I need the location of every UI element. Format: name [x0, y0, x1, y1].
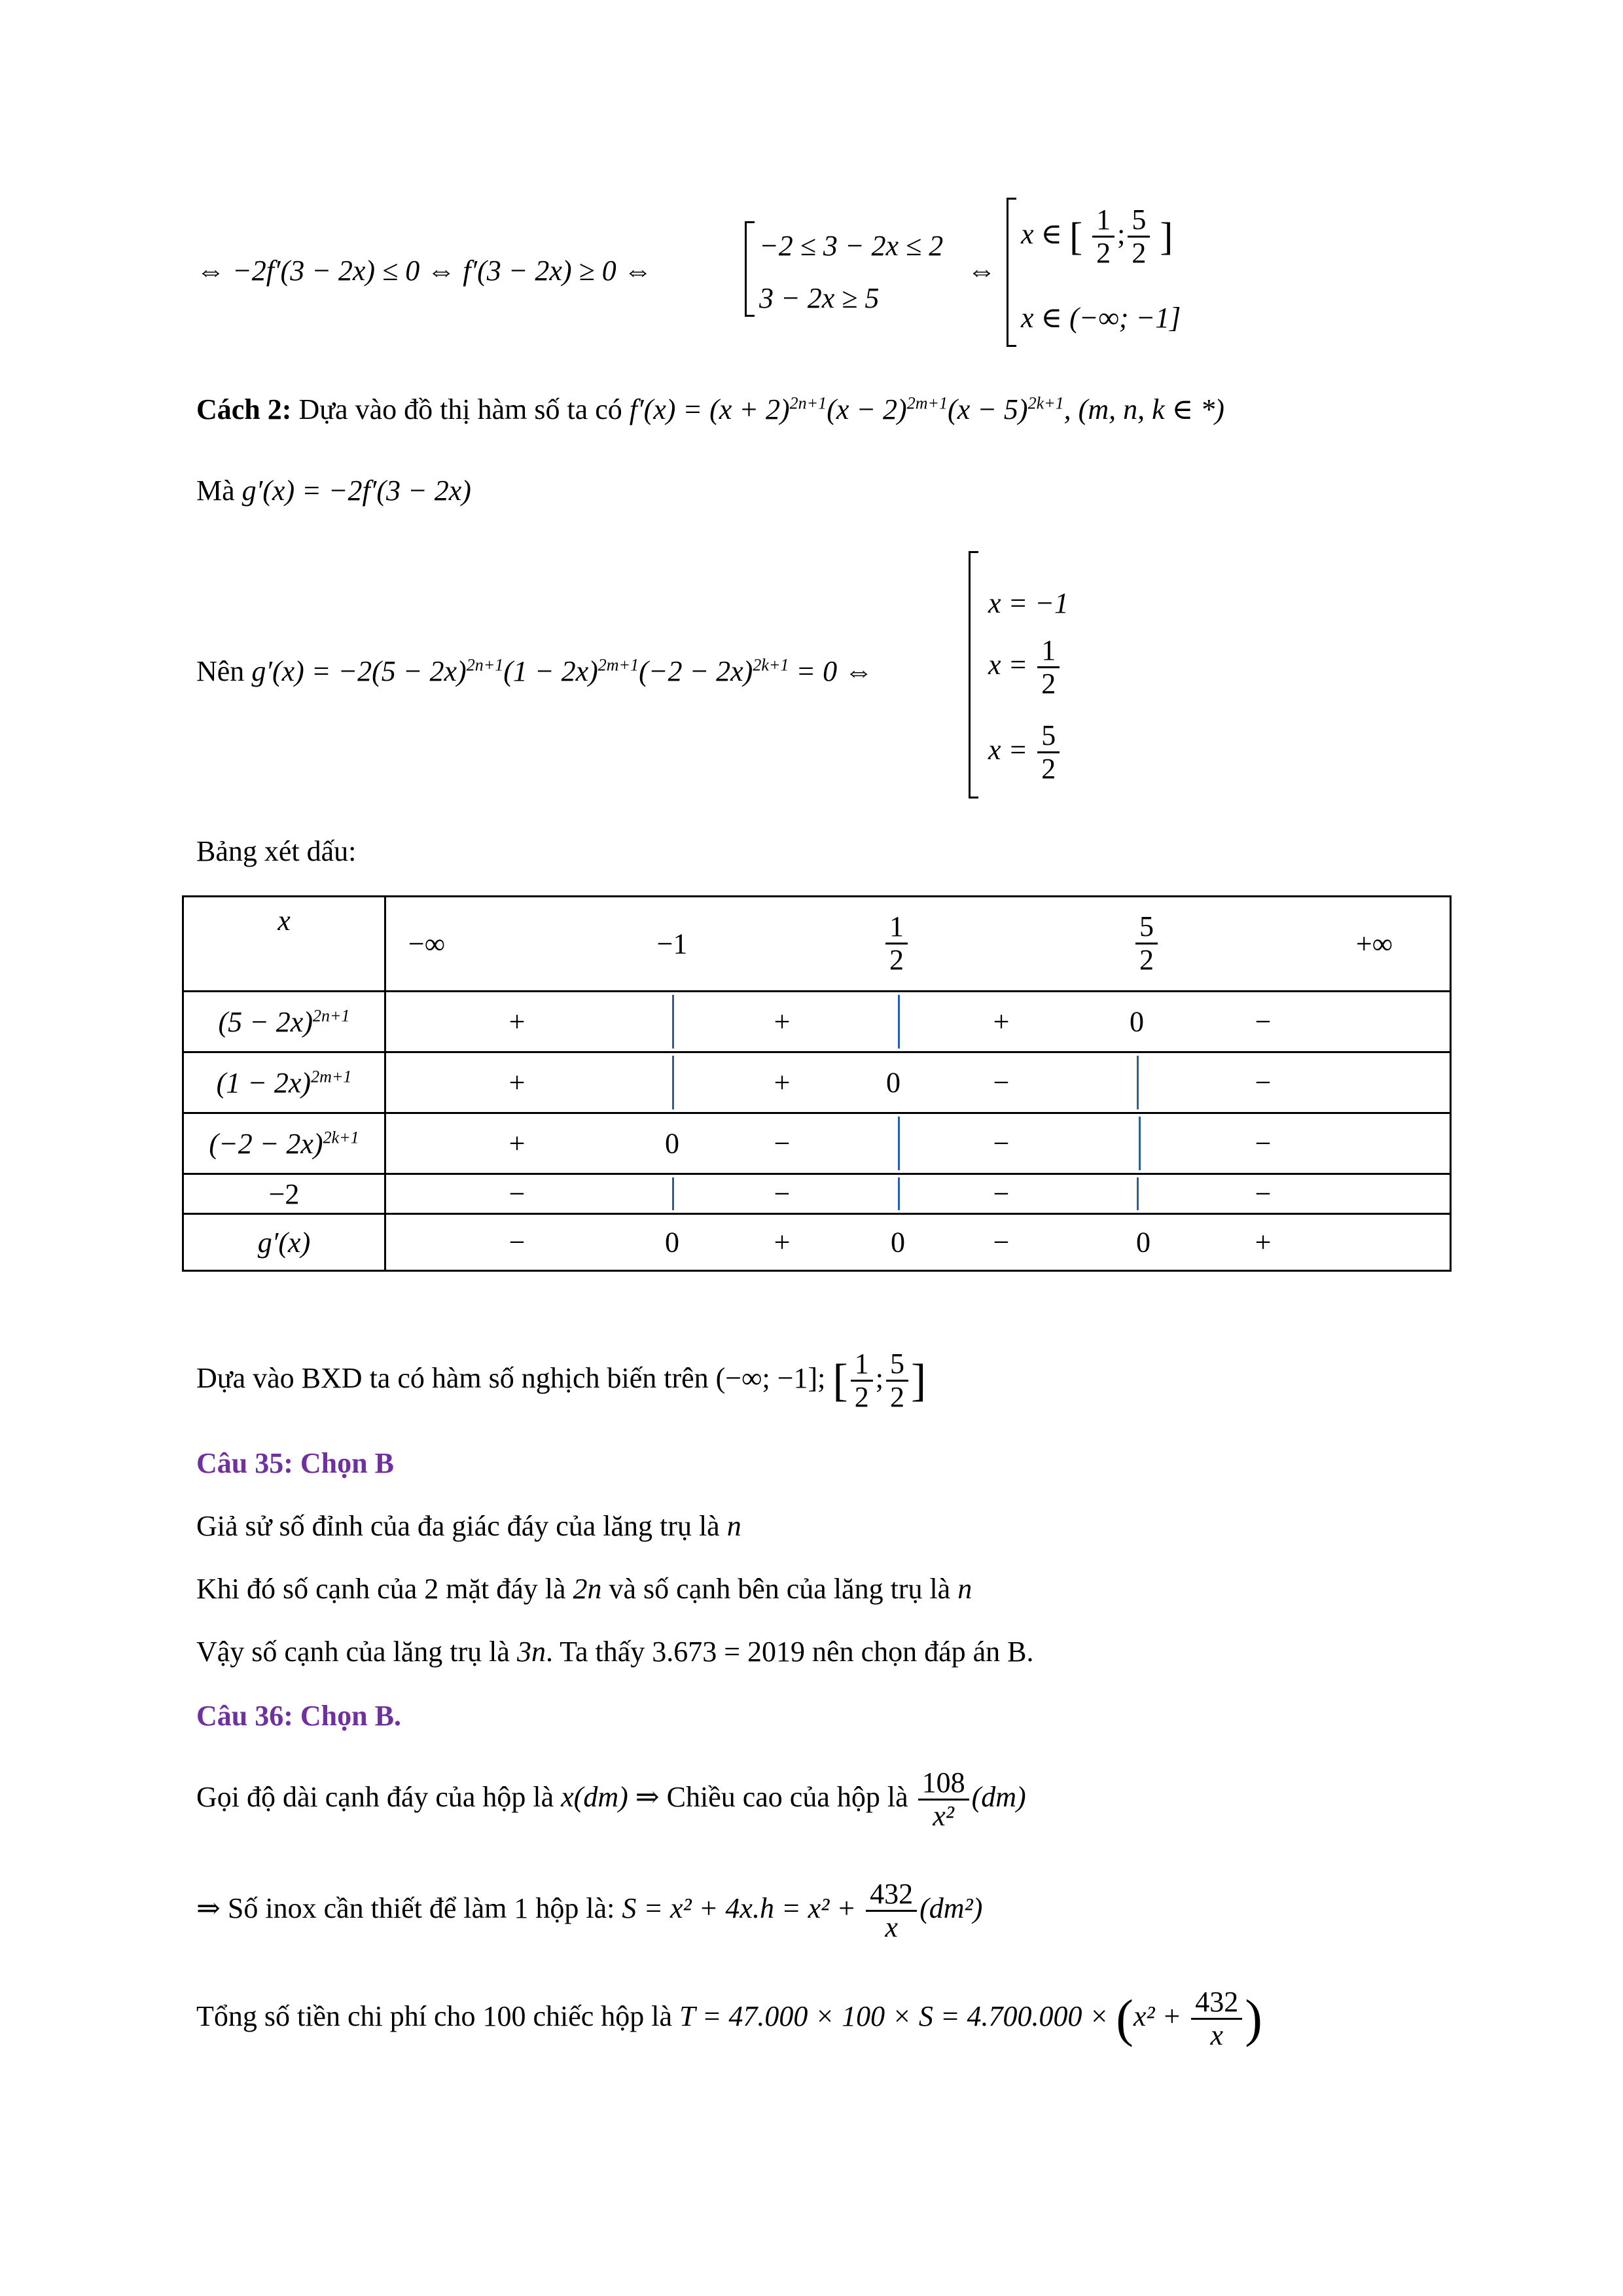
sign: +	[1255, 1226, 1272, 1259]
sign: −	[774, 1177, 791, 1210]
row-exponent: 2m+1	[311, 1066, 352, 1086]
case-2: 3 − 2x ≥ 5	[759, 282, 880, 314]
frac-den: 2	[889, 1381, 904, 1414]
row-label: −2	[268, 1177, 300, 1210]
sign: 0	[1136, 1226, 1150, 1259]
divider	[1139, 1117, 1141, 1170]
row-g-derivative	[386, 1215, 1450, 1270]
row-exponent: 2k+1	[323, 1127, 359, 1147]
result-2: x ∈ (−∞; −1]	[1021, 302, 1181, 334]
text: . Ta thấy 3.673 = 2019 nên chọn đáp án B.	[545, 1636, 1034, 1668]
sign: +	[508, 1005, 526, 1038]
formula: T = 47.000 × 100 × S = 4.700.000 ×	[679, 2000, 1109, 2032]
frac-num: 5	[1135, 911, 1158, 944]
frac-num: 108	[918, 1767, 969, 1801]
case-bracket	[745, 221, 755, 317]
question-35-heading: Câu 35: Chọn B	[196, 1447, 394, 1479]
sign: +	[774, 1066, 791, 1099]
x-label: x	[277, 905, 291, 937]
frac-num: 1	[885, 911, 908, 944]
root-3	[988, 720, 1062, 785]
equivalence-expression: ⇔ −2f′(3 − 2x) ≤ 0 ⇔ f′(3 − 2x) ≥ 0 ⇔	[196, 255, 652, 287]
sign: −	[993, 1177, 1010, 1210]
result-1: x ∈ [ $\frac{1}{2}$ ; $\frac{5}{2}$ ]	[1021, 204, 1173, 270]
sign: +	[993, 1005, 1010, 1038]
sign: −	[1255, 1127, 1272, 1160]
method-2-text: Dựa vào đồ thị hàm số ta có	[298, 393, 622, 425]
row-exponent: 2n+1	[312, 1005, 350, 1025]
variable: 3n	[516, 1636, 546, 1668]
row-label: g′(x)	[257, 1226, 311, 1259]
sign: −	[508, 1226, 526, 1259]
root-1: x = −1	[988, 587, 1069, 619]
exponent: 2m+1	[906, 393, 948, 413]
frac-num: 432	[866, 1878, 917, 1912]
divider	[1137, 1177, 1139, 1210]
q35-line-2	[196, 1572, 972, 1605]
frac-num: 1	[1037, 635, 1060, 668]
arrow: ⇒	[196, 1892, 221, 1924]
row-neg2-minus-2x	[386, 1114, 1450, 1173]
roots-bracket	[969, 551, 978, 798]
frac-den: 2	[854, 1381, 869, 1414]
frac-num: 1	[1092, 204, 1115, 238]
sign: −	[1255, 1066, 1272, 1099]
sign: −	[993, 1066, 1010, 1099]
variable: n	[726, 1510, 741, 1542]
frac-den: x²	[933, 1800, 954, 1833]
sign-table-title: Bảng xét dấu:	[196, 835, 357, 867]
divider	[1137, 1056, 1139, 1109]
unit: (dm)	[971, 1780, 1026, 1813]
formula-part: (1 − 2x)	[503, 655, 598, 687]
variable: x(dm) ⇒	[561, 1780, 660, 1813]
exponent: 2m+1	[597, 655, 639, 675]
interval-1: (−∞; −1];	[715, 1361, 826, 1394]
row-5-minus-2x	[386, 992, 1450, 1051]
row-label: (5 − 2x)	[218, 1005, 313, 1038]
text: Chiều cao của hộp là	[666, 1780, 908, 1813]
root-prefix: x =	[988, 733, 1028, 766]
formula: x² +	[1133, 2000, 1182, 2032]
method-2-line	[196, 393, 1224, 426]
arrow: ⇔	[967, 255, 996, 287]
sign: +	[774, 1005, 791, 1038]
frac-den: 2	[1096, 237, 1111, 270]
divider	[672, 995, 674, 1049]
case-1: −2 ≤ 3 − 2x ≤ 2	[759, 230, 944, 262]
sign: 0	[665, 1127, 679, 1160]
frac-den: 2	[1041, 668, 1056, 700]
question-36-heading: Câu 36: Chọn B.	[196, 1700, 401, 1732]
sign: +	[774, 1226, 791, 1259]
exponent: 2n+1	[466, 655, 504, 675]
row-constant	[386, 1175, 1450, 1213]
sign: −	[993, 1226, 1010, 1259]
sign: 0	[665, 1226, 679, 1259]
nen-line	[196, 655, 873, 688]
x-five-halves	[1133, 911, 1160, 977]
root-prefix: x =	[988, 648, 1028, 681]
frac-den: 2	[1041, 753, 1056, 785]
divider	[898, 1117, 900, 1170]
q35-line-1	[196, 1509, 741, 1543]
sign: 0	[1130, 1005, 1144, 1038]
frac-num: 5	[1037, 720, 1060, 753]
frac-num: 1	[851, 1348, 873, 1382]
exponent: 2n+1	[789, 393, 827, 413]
formula-part: (x − 2)	[827, 393, 907, 425]
x-minus-one: −1	[656, 927, 688, 960]
frac-den: x	[1210, 2019, 1224, 2052]
sign: −	[1255, 1005, 1272, 1038]
formula-part: , (m, n, k ∈ *)	[1063, 393, 1224, 425]
formula-part: f′(x) = (x + 2)	[629, 393, 790, 425]
result-bracket	[1007, 198, 1016, 347]
row-label: (1 − 2x)	[216, 1066, 312, 1099]
exponent: 2k+1	[1027, 393, 1064, 413]
sign-table	[182, 895, 1452, 1272]
equivalence-chain	[196, 254, 652, 287]
sign: −	[1255, 1177, 1272, 1210]
q36-line-2	[196, 1878, 982, 1944]
derivative-formula	[630, 393, 1224, 425]
formula-part: = 0 ⇔	[796, 655, 874, 687]
sign: −	[774, 1127, 791, 1160]
sign: 0	[886, 1066, 901, 1099]
row-label: (−2 − 2x)	[209, 1127, 323, 1160]
frac-num: 5	[1128, 204, 1150, 238]
x-neg-infinity: −∞	[408, 927, 446, 960]
sign: −	[508, 1177, 526, 1210]
result-1-prefix: x ∈	[1021, 217, 1063, 250]
root-2	[988, 635, 1062, 700]
text: Khi đó số cạnh của 2 mặt đáy là	[196, 1573, 566, 1605]
x-values-row	[386, 901, 1450, 987]
ma-line	[196, 474, 471, 507]
separator: ;	[1117, 217, 1126, 250]
conclusion-text: Dựa vào BXD ta có hàm số nghịch biến trên	[196, 1361, 709, 1394]
text: Vậy số cạnh của lăng trụ là	[196, 1636, 510, 1668]
g-derivative-def: g′(x) = −2f′(3 − 2x)	[241, 475, 471, 507]
q36-line-3: Tổng số tiền chi phí cho 100 chiếc hộp là T = 47.000 × 100 × S = 4.700.000 × (x² + $\frac{432}{x}$ )	[196, 1986, 1262, 2052]
frac-den: 2	[889, 944, 904, 977]
frac-den: x	[885, 1911, 898, 1944]
conclusion-line: Dựa vào BXD ta có hàm số nghịch biến trên (−∞; −1]; [ $\frac{1}{2}$ ; $\frac{5}{2}$ ]	[196, 1348, 927, 1414]
exponent: 2k+1	[753, 655, 789, 675]
divider	[898, 1177, 900, 1210]
text: và số cạnh bên của lăng trụ là	[609, 1573, 951, 1605]
text: Gọi độ dài cạnh đáy của hộp là	[196, 1780, 554, 1813]
formula-part: g′(x) = −2(5 − 2x)	[251, 655, 467, 687]
formula-part: (−2 − 2x)	[639, 655, 753, 687]
q36-line-1	[196, 1767, 1026, 1833]
formula-part: (x − 5)	[948, 393, 1028, 425]
unit: (dm²)	[919, 1892, 983, 1924]
text: Số inox cần thiết để làm 1 hộp là:	[227, 1892, 615, 1924]
sign: +	[508, 1066, 526, 1099]
method-2-label: Cách 2:	[196, 393, 292, 425]
divider	[672, 1056, 674, 1109]
sign: 0	[891, 1226, 905, 1259]
row-1-minus-2x	[386, 1053, 1450, 1112]
variable: n	[957, 1573, 972, 1605]
frac-num: 432	[1191, 1986, 1242, 2020]
sign: −	[993, 1127, 1010, 1160]
text: Giả sử số đỉnh của đa giác đáy của lăng trụ là	[196, 1510, 720, 1542]
variable: 2n	[573, 1573, 602, 1605]
frac-den: 2	[1139, 944, 1154, 977]
formula: S = x² + 4x.h = x² +	[622, 1892, 857, 1924]
separator: ;	[875, 1361, 883, 1394]
x-one-half	[883, 911, 910, 977]
ma-text: Mà	[196, 475, 235, 507]
frac-num: 5	[886, 1348, 908, 1382]
sign: +	[508, 1127, 526, 1160]
nen-text: Nên	[196, 655, 245, 687]
divider	[672, 1177, 674, 1210]
q35-line-3	[196, 1635, 1034, 1668]
x-pos-infinity: +∞	[1355, 927, 1393, 960]
frac-den: 2	[1132, 237, 1147, 270]
text: Tổng số tiền chi phí cho 100 chiếc hộp là	[196, 2000, 673, 2032]
divider	[898, 995, 900, 1049]
